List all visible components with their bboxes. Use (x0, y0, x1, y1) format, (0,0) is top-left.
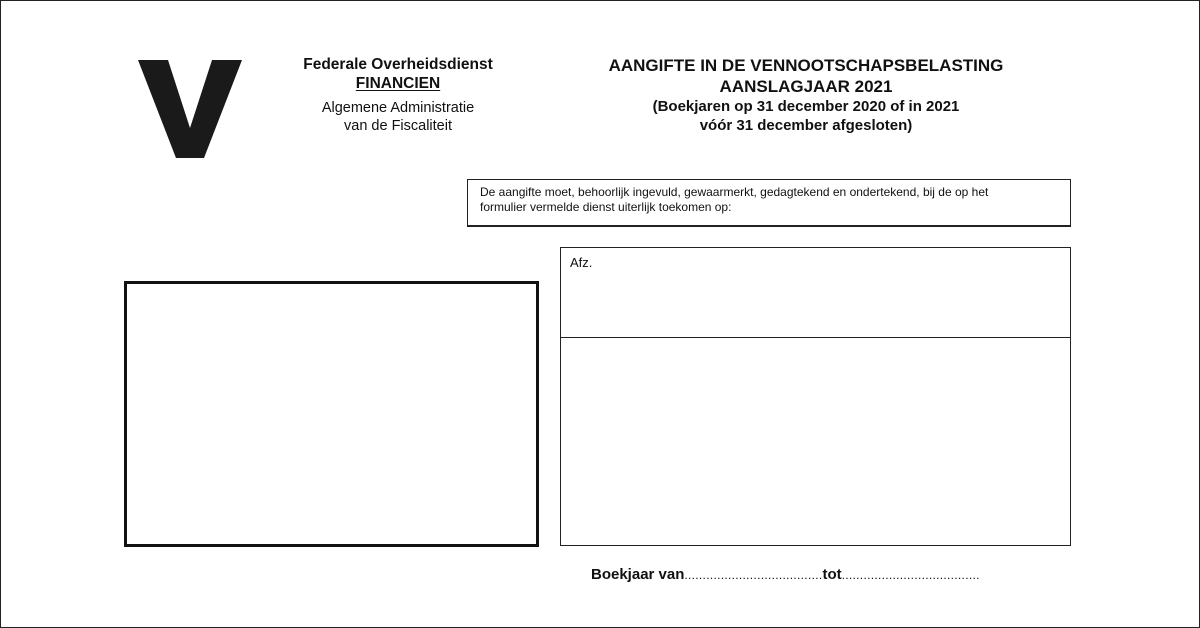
notice-line-2: formulier vermelde dienst uiterlijk toekomen op: (480, 200, 732, 214)
fiscal-year-from-field: ...................................... (684, 568, 823, 582)
administration-line-2: van de Fiscaliteit (344, 118, 452, 134)
agency-block (272, 55, 524, 135)
form-title (540, 55, 1072, 135)
v-logo-icon (138, 60, 242, 158)
fiscal-year-to-label: tot (822, 566, 842, 583)
fiscal-year-line (591, 566, 980, 583)
deadline-notice-box (467, 179, 1071, 227)
title-line-1: AANGIFTE IN DE VENNOOTSCHAPSBELASTING (608, 56, 1004, 75)
agency-department: FINANCIEN (355, 75, 441, 92)
title-line-2: AANSLAGJAAR 2021 (719, 77, 893, 96)
sender-label: Afz. (570, 255, 593, 270)
agency-administration (272, 99, 524, 135)
fiscal-year-to-field: ...................................... (841, 568, 980, 582)
title-line-4: vóór 31 december afgesloten) (699, 117, 913, 134)
agency-name: Federale Overheidsdienst (303, 56, 493, 73)
sender-box (560, 247, 1071, 546)
sender-box-divider (561, 337, 1070, 338)
address-window (124, 281, 539, 547)
fiscal-year-label: Boekjaar van (591, 566, 685, 583)
administration-line-1: Algemene Administratie (321, 100, 475, 116)
notice-line-1: De aangifte moet, behoorlijk ingevuld, gewaarmerkt, gedagtekend en ondertekend, bij de op het (480, 185, 989, 199)
title-line-3: (Boekjaren op 31 december 2020 of in 2021 (652, 98, 960, 115)
